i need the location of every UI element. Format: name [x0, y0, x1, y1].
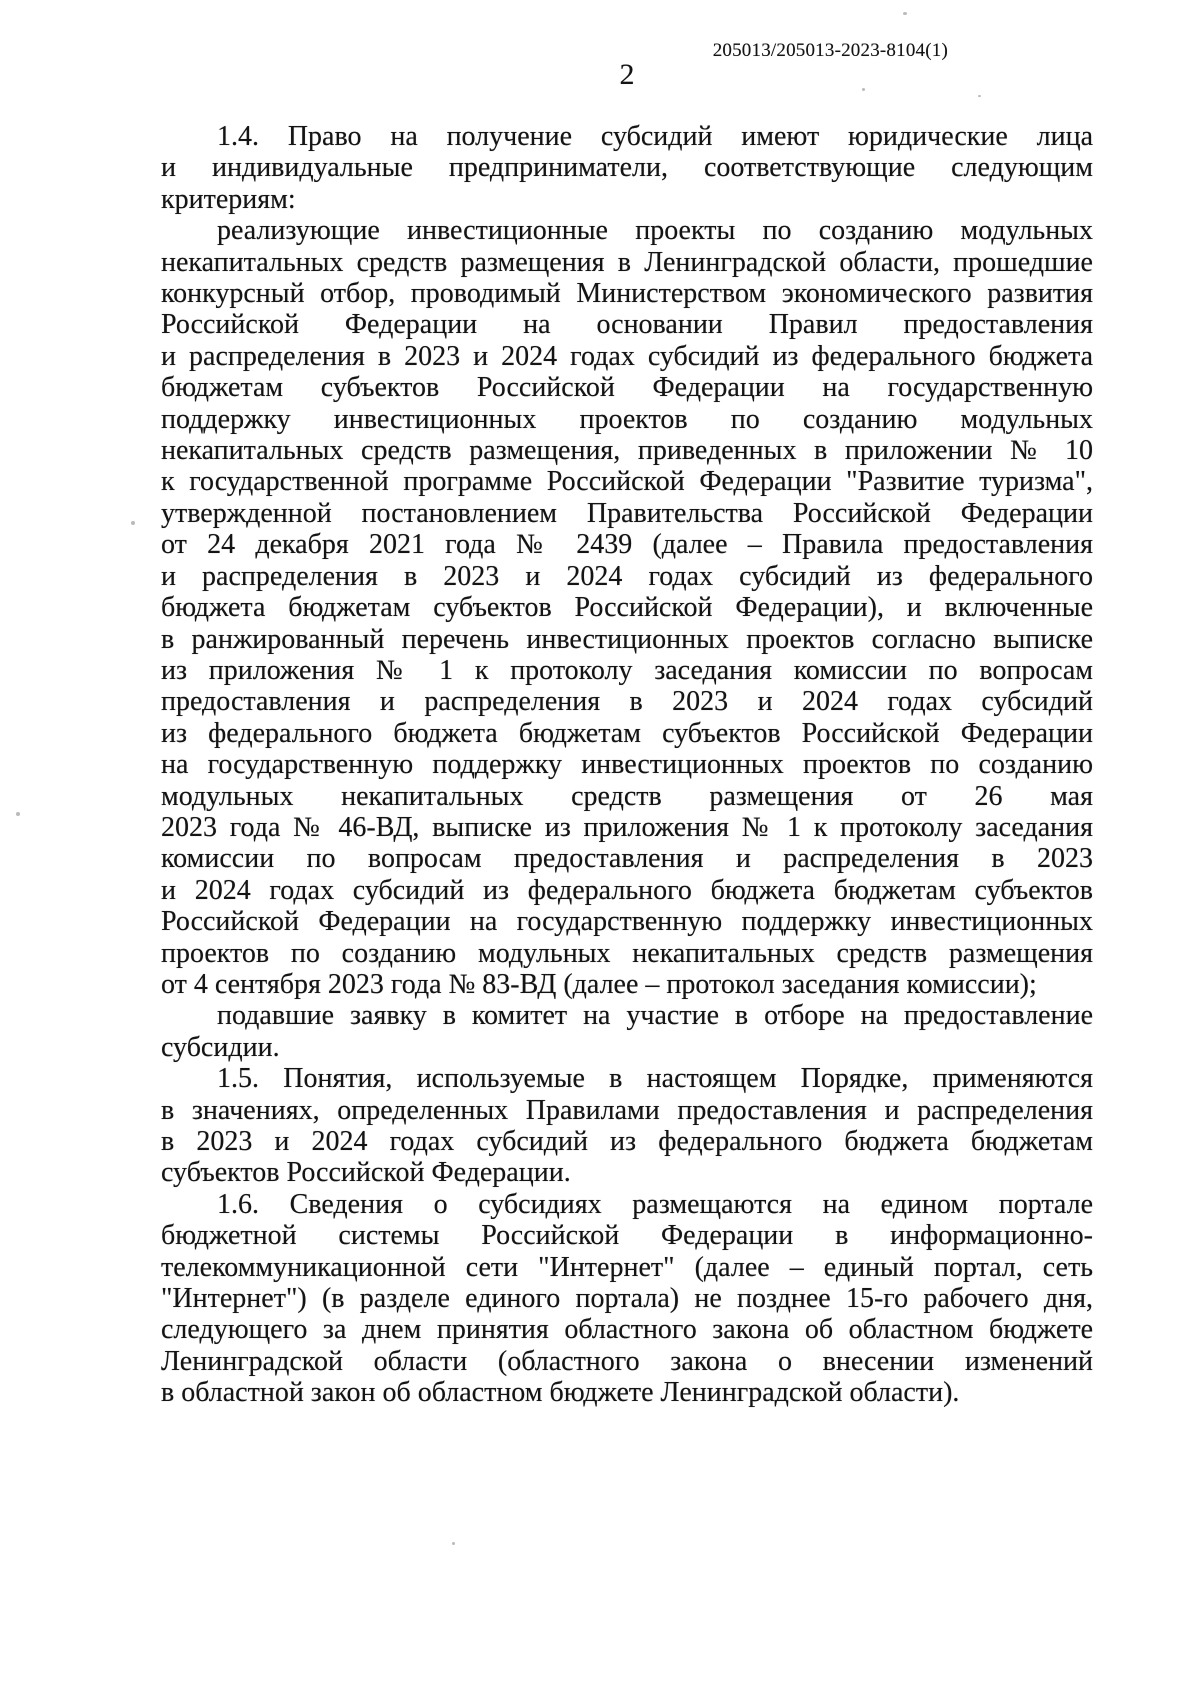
text-line: 1.6. Сведения о субсидиях размещаются на едином портале	[217, 1188, 1093, 1220]
document-reference-number: 205013/205013-2023-8104(1)	[712, 40, 948, 61]
scan-speck	[131, 521, 135, 525]
text-line: субсидии.	[161, 1031, 280, 1063]
text-line: предоставления и распределения в 2023 и 2024 годах субсидий	[161, 686, 1093, 718]
scan-speck	[862, 88, 865, 91]
text-line: Ленинградской области (областного закона о внесении изменений	[161, 1345, 1093, 1377]
scan-speck	[903, 12, 907, 15]
scan-speck	[452, 1542, 455, 1545]
text-line: "Интернет") (в разделе единого портала) не позднее 15-го рабочего дня,	[161, 1283, 1093, 1315]
text-line: в областной закон об областном бюджете Ленинградской области).	[161, 1377, 960, 1409]
scan-speck	[978, 95, 981, 97]
paragraph	[161, 1000, 1093, 1063]
text-line: и 2024 годах субсидий из федерального бюджета бюджетам субъектов	[161, 874, 1093, 906]
paragraph	[161, 121, 1093, 215]
text-line: реализующие инвестиционные проекты по созданию модульных	[217, 215, 1093, 247]
text-line: утвержденной постановлением Правительства Российской Федерации	[161, 497, 1093, 529]
text-line: в ранжированный перечень инвестиционных проектов согласно выписке	[161, 623, 1093, 655]
text-line: в значениях, определенных Правилами предоставления и распределения	[161, 1094, 1093, 1126]
text-line: 1.4. Право на получение субсидий имеют юридические лица	[217, 121, 1093, 152]
paragraph	[161, 215, 1093, 1000]
text-line: поддержку инвестиционных проектов по созданию модульных	[161, 403, 1093, 435]
text-line: подавшие заявку в комитет на участие в отборе на предоставление	[217, 1000, 1093, 1032]
text-line: некапитальных средств размещения, приведенных в приложении № 10	[161, 435, 1093, 467]
text-line: телекоммуникационной сети "Интернет" (далее – единый портал, сеть	[161, 1251, 1093, 1283]
text-line: Российской Федерации на основании Правил предоставления	[161, 309, 1093, 341]
paragraph	[161, 1189, 1093, 1409]
text-line: следующего за днем принятия областного закона об областном бюджете	[161, 1314, 1093, 1346]
text-line: субъектов Российской Федерации.	[161, 1157, 571, 1189]
text-line: в 2023 и 2024 годах субсидий из федерального бюджета бюджетам	[161, 1126, 1093, 1157]
text-line: критериям:	[161, 183, 296, 215]
text-line: бюджетной системы Российской Федерации в информационно-	[161, 1220, 1093, 1252]
text-line: от 24 декабря 2021 года № 2439 (далее – Правила предоставления	[161, 529, 1093, 561]
text-line: модульных некапитальных средств размещения от 26 мая	[161, 780, 1093, 812]
text-line: проектов по созданию модульных некапитальных средств размещения	[161, 937, 1093, 969]
text-line: комиссии по вопросам предоставления и распределения в 2023	[161, 843, 1093, 875]
text-line: некапитальных средств размещения в Ленинградской области, прошедшие	[161, 246, 1093, 278]
scan-speck	[16, 812, 20, 816]
text-line: из федерального бюджета бюджетам субъектов Российской Федерации	[161, 717, 1093, 749]
text-line: 2023 года № 46-ВД, выписке из приложения № 1 к протоколу заседания	[161, 811, 1093, 843]
text-line: на государственную поддержку инвестиционных проектов по созданию	[161, 749, 1093, 781]
text-line: 1.5. Понятия, используемые в настоящем Порядке, применяются	[217, 1063, 1093, 1095]
text-line: от 4 сентября 2023 года № 83-ВД (далее – протокол заседания комиссии);	[161, 968, 1037, 1000]
text-line: из приложения № 1 к протоколу заседания комиссии по вопросам	[161, 654, 1093, 686]
text-line: бюджетам субъектов Российской Федерации на государственную	[161, 372, 1093, 404]
paragraph	[161, 1063, 1093, 1189]
text-line: Российской Федерации на государственную поддержку инвестиционных	[161, 906, 1093, 938]
text-line: и распределения в 2023 и 2024 годах субсидий из федерального бюджета	[161, 340, 1093, 372]
text-line: бюджета бюджетам субъектов Российской Федерации), и включенные	[161, 592, 1093, 624]
text-line: к государственной программе Российской Федерации "Развитие туризма",	[161, 466, 1093, 498]
page-number: 2	[619, 58, 635, 91]
text-line: и индивидуальные предприниматели, соответствующие следующим	[161, 152, 1093, 184]
text-line: конкурсный отбор, проводимый Министерством экономического развития	[161, 278, 1093, 310]
text-line: и распределения в 2023 и 2024 годах субсидий из федерального	[161, 560, 1093, 592]
document-body	[161, 121, 1093, 1409]
